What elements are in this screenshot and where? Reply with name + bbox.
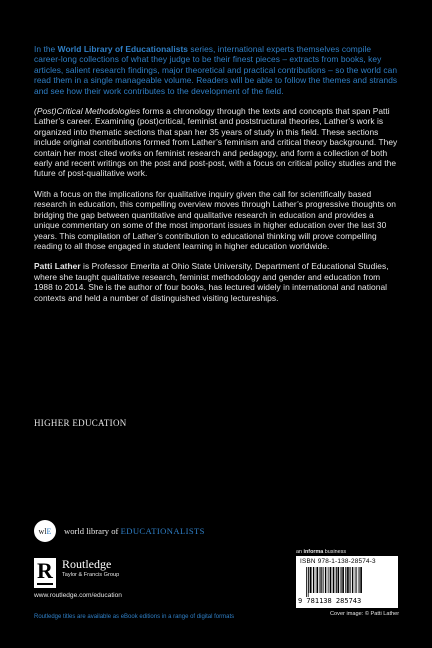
publisher-name: Routledge xyxy=(62,557,112,571)
description-text: forms a chronology through the texts and concepts that span Patti Lather’s career. Examining (post)critical, feminist and poststructural theories, Lather’s work is organized into thematic sections that span her 35 years of study in this field. These sections include original contributions formed from Lather’s feminism and critical theory background. They contain her most cited works on feminist research and pedagogy, and form a collection of both early and recent writings on the post and post-post, with a focus on critical policy studies and the future of post-qualitative work. xyxy=(34,106,398,179)
book-focus-paragraph xyxy=(34,189,400,251)
series-intro-paragraph xyxy=(34,44,400,96)
author-bio-paragraph xyxy=(34,261,400,303)
author-bio-text: is Professor Emerita at Ohio State University, Department of Educational Studies, where she taught qualitative research, feminist methodology and gender and education from 1988 to 2014. She is the author of four books, has lectured widely in international and national contexts and held a number of distinguished visiting lectureships. xyxy=(34,261,389,303)
book-description-paragraph xyxy=(34,106,400,179)
barcode-bars-icon xyxy=(306,567,392,597)
publisher-group: Taylor & Francis Group xyxy=(62,572,120,578)
focus-text: With a focus on the implications for qualitative inquiry given the call for scientifically based research in education, this compelling overview moves through Lather’s progressive thoughts on bridging the gap between quantitative and qualitative research in education and provides a unique commentary on some of the most important issues in higher education over the last 30 years. This compilation of Lather’s contribution to educational thinking will prove compelling reading to all those engaged in student learning in higher education worldwide. xyxy=(34,188,396,251)
ebook-note: Routledge titles are available as eBook editions in a range of digital formats xyxy=(34,614,235,620)
series-branding xyxy=(34,520,205,542)
cover-image-credit: Cover image: © Patti Lather xyxy=(330,611,400,617)
isbn-digits: 9 781138 285743 xyxy=(298,597,362,605)
book-title-italic: (Post)Critical Methodologies xyxy=(34,106,141,117)
isbn-barcode xyxy=(296,556,398,608)
publisher-block xyxy=(34,558,119,588)
series-title-bold: World Library of Educationalists xyxy=(57,44,188,54)
publisher-url: www.routledge.com/education xyxy=(34,592,122,599)
author-name: Patti Lather xyxy=(34,261,81,272)
routledge-logo-icon: R xyxy=(34,558,56,588)
blurb xyxy=(34,44,400,313)
isbn-label: ISBN 978-1-138-28574-3 xyxy=(300,558,376,565)
intro-text-after: series, international experts themselves compile career-long collections of what they judge to be their finest pieces – extracts from books, key articles, salient research findings, major theoretical and practical contributions – so the world can read them in a single manageable volume. Readers will be able to follow the themes and strands and see how their work contributes to the development of the field. xyxy=(34,44,398,96)
publisher-text xyxy=(62,558,119,578)
series-logo: wl E xyxy=(34,520,56,542)
intro-text-before: In the xyxy=(34,44,58,54)
series-name: world library of EDUCATIONALISTS xyxy=(64,526,205,536)
subject-category: HIGHER EDUCATION xyxy=(34,418,127,428)
informa-business-label: an informa business xyxy=(296,549,347,555)
